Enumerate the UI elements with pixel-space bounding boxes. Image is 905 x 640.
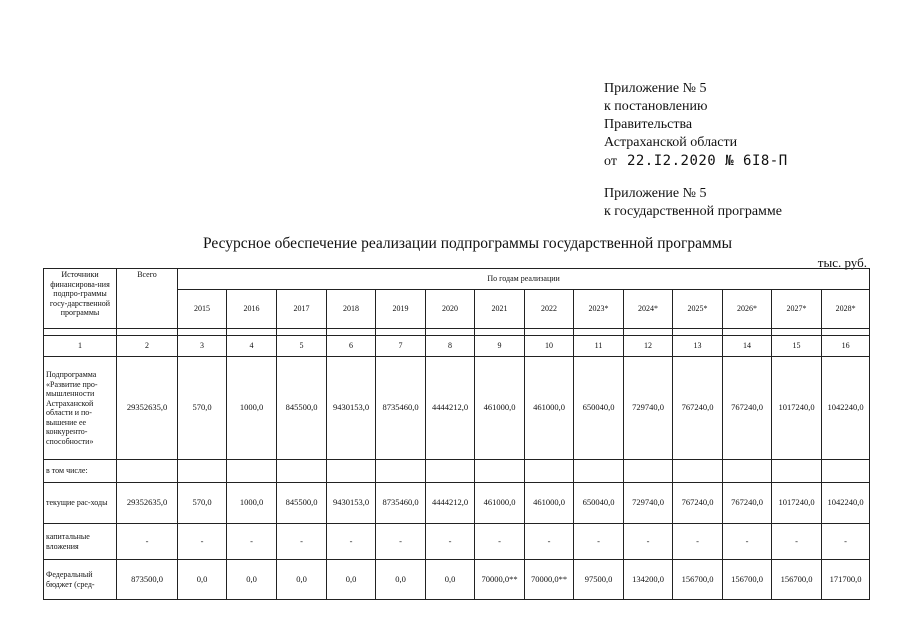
spacer-cell <box>178 329 227 336</box>
table-cell: - <box>277 524 327 560</box>
document-title: Ресурсное обеспечение реализации подпрограммы государственной программы <box>202 235 733 252</box>
table-row <box>44 524 870 560</box>
table-cell: 9430153,0 <box>327 357 376 460</box>
table-cell: 8735460,0 <box>376 357 426 460</box>
table-cell: 156700,0 <box>673 560 723 600</box>
header-line: к постановлению <box>604 99 708 114</box>
table-cell <box>376 460 426 483</box>
table-cell: - <box>426 524 475 560</box>
spacer-row <box>44 329 870 336</box>
spacer-cell <box>44 329 117 336</box>
table-row <box>44 357 870 460</box>
table-cell: 0,0 <box>227 560 277 600</box>
spacer-cell <box>574 329 624 336</box>
table-cell: 767240,0 <box>673 357 723 460</box>
table-cell: 97500,0 <box>574 560 624 600</box>
year-header: 2020 <box>426 290 475 329</box>
table-cell <box>772 460 822 483</box>
table-cell <box>426 460 475 483</box>
table-cell <box>327 460 376 483</box>
row-label: Подпрограмма «Развитие про-мышленности Астраханской области и по-вышение ее конкуренто-способности» <box>44 357 117 460</box>
column-number: 2 <box>117 336 178 357</box>
table-row <box>44 560 870 600</box>
table-cell <box>475 460 525 483</box>
table-cell: 134200,0 <box>624 560 673 600</box>
spacer-cell <box>772 329 822 336</box>
table-cell: 1000,0 <box>227 483 277 524</box>
table-cell: 29352635,0 <box>117 357 178 460</box>
spacer-cell <box>723 329 772 336</box>
table-cell: 4444212,0 <box>426 357 475 460</box>
column-number: 12 <box>624 336 673 357</box>
column-number: 5 <box>277 336 327 357</box>
spacer-cell <box>327 329 376 336</box>
year-header: 2015 <box>178 290 227 329</box>
spacer-cell <box>117 329 178 336</box>
spacer-cell <box>673 329 723 336</box>
table-cell: 156700,0 <box>772 560 822 600</box>
year-header: 2027* <box>772 290 822 329</box>
column-number: 1 <box>44 336 117 357</box>
spacer-cell <box>277 329 327 336</box>
table-cell: 8735460,0 <box>376 483 426 524</box>
column-number: 4 <box>227 336 277 357</box>
header-line: Приложение № 5 <box>604 81 707 96</box>
column-number: 13 <box>673 336 723 357</box>
year-header: 2021 <box>475 290 525 329</box>
year-header: 2023* <box>574 290 624 329</box>
table-row <box>44 483 870 524</box>
table-cell: 650040,0 <box>574 483 624 524</box>
table-cell: - <box>673 524 723 560</box>
table-cell <box>574 460 624 483</box>
year-header: 2026* <box>723 290 772 329</box>
spacer-cell <box>525 329 574 336</box>
table-cell: 461000,0 <box>525 483 574 524</box>
column-number: 6 <box>327 336 376 357</box>
year-header: 2018 <box>327 290 376 329</box>
column-number: 16 <box>822 336 870 357</box>
table-cell: 171700,0 <box>822 560 870 600</box>
table-cell: 0,0 <box>327 560 376 600</box>
table-cell: 4444212,0 <box>426 483 475 524</box>
ot-label: от <box>604 154 617 169</box>
column-number: 9 <box>475 336 525 357</box>
year-header: 2025* <box>673 290 723 329</box>
handwritten-date-number: 22.I2.2020 № 6I8-П <box>626 153 788 169</box>
table-cell <box>822 460 870 483</box>
table-cell <box>723 460 772 483</box>
spacer-cell <box>376 329 426 336</box>
table-cell: 845500,0 <box>277 483 327 524</box>
header-line: Приложение № 5 <box>604 186 707 201</box>
table-cell: 767240,0 <box>723 483 772 524</box>
row-label: в том числе: <box>44 460 117 483</box>
row-label: текущие рас-ходы <box>44 483 117 524</box>
table-cell: 767240,0 <box>673 483 723 524</box>
table-cell <box>277 460 327 483</box>
table-cell: - <box>475 524 525 560</box>
table-cell: 729740,0 <box>624 357 673 460</box>
table-cell: 0,0 <box>426 560 475 600</box>
table-row <box>44 460 870 483</box>
header-line: Правительства <box>604 117 693 132</box>
table-cell: - <box>624 524 673 560</box>
table-cell: 70000,0** <box>525 560 574 600</box>
table-cell: 1000,0 <box>227 357 277 460</box>
table-cell: 1042240,0 <box>822 357 870 460</box>
row-label: Федеральный бюджет (сред- <box>44 560 117 600</box>
table-cell: - <box>574 524 624 560</box>
header-row <box>44 269 870 290</box>
table-cell: - <box>327 524 376 560</box>
table-cell: 156700,0 <box>723 560 772 600</box>
table-cell: - <box>822 524 870 560</box>
header-line: к государственной программе <box>604 204 782 219</box>
table-cell <box>117 460 178 483</box>
table-cell <box>624 460 673 483</box>
table-cell: 0,0 <box>376 560 426 600</box>
table-cell: 70000,0** <box>475 560 525 600</box>
table-cell: 461000,0 <box>525 357 574 460</box>
table-cell: 767240,0 <box>723 357 772 460</box>
table-cell: - <box>723 524 772 560</box>
table-cell <box>178 460 227 483</box>
table-cell: 873500,0 <box>117 560 178 600</box>
column-number: 3 <box>178 336 227 357</box>
table-cell: 9430153,0 <box>327 483 376 524</box>
table-cell: - <box>178 524 227 560</box>
spacer-cell <box>227 329 277 336</box>
table-cell <box>227 460 277 483</box>
table-cell: 570,0 <box>178 357 227 460</box>
table-cell: 1042240,0 <box>822 483 870 524</box>
table-cell: - <box>227 524 277 560</box>
year-header: 2024* <box>624 290 673 329</box>
column-number: 10 <box>525 336 574 357</box>
units-label: тыс. руб. <box>817 255 867 270</box>
row-label: капитальные вложения <box>44 524 117 560</box>
appendix-header <box>604 80 788 221</box>
table-cell: - <box>525 524 574 560</box>
spacer-cell <box>426 329 475 336</box>
header-line: Астраханской области <box>604 135 738 150</box>
year-header: 2028* <box>822 290 870 329</box>
resolution-date-line <box>604 152 788 171</box>
column-number: 15 <box>772 336 822 357</box>
table-cell: 1017240,0 <box>772 357 822 460</box>
table-cell <box>525 460 574 483</box>
table-cell: 29352635,0 <box>117 483 178 524</box>
table-cell: - <box>376 524 426 560</box>
table-cell: 0,0 <box>277 560 327 600</box>
spacer-cell <box>624 329 673 336</box>
table-cell: 729740,0 <box>624 483 673 524</box>
column-number: 8 <box>426 336 475 357</box>
col-header-years-group: По годам реализации <box>178 269 870 290</box>
spacer-cell <box>822 329 870 336</box>
year-header: 2016 <box>227 290 277 329</box>
col-header-total: Всего <box>117 269 178 329</box>
column-number-row <box>44 336 870 357</box>
table-cell: 461000,0 <box>475 483 525 524</box>
table-cell: - <box>117 524 178 560</box>
table-cell: 570,0 <box>178 483 227 524</box>
table-cell: 0,0 <box>178 560 227 600</box>
column-number: 11 <box>574 336 624 357</box>
table-cell: 845500,0 <box>277 357 327 460</box>
year-header: 2022 <box>525 290 574 329</box>
spacer-cell <box>475 329 525 336</box>
table-cell: 650040,0 <box>574 357 624 460</box>
table-cell: 461000,0 <box>475 357 525 460</box>
year-header: 2017 <box>277 290 327 329</box>
column-number: 14 <box>723 336 772 357</box>
table-cell <box>673 460 723 483</box>
year-header: 2019 <box>376 290 426 329</box>
table-cell: - <box>772 524 822 560</box>
resource-table <box>43 268 870 600</box>
column-number: 7 <box>376 336 426 357</box>
table-cell: 1017240,0 <box>772 483 822 524</box>
col-header-sources: Источники финансирова-ния подпро-граммы госу-дарственной программы <box>44 269 117 329</box>
